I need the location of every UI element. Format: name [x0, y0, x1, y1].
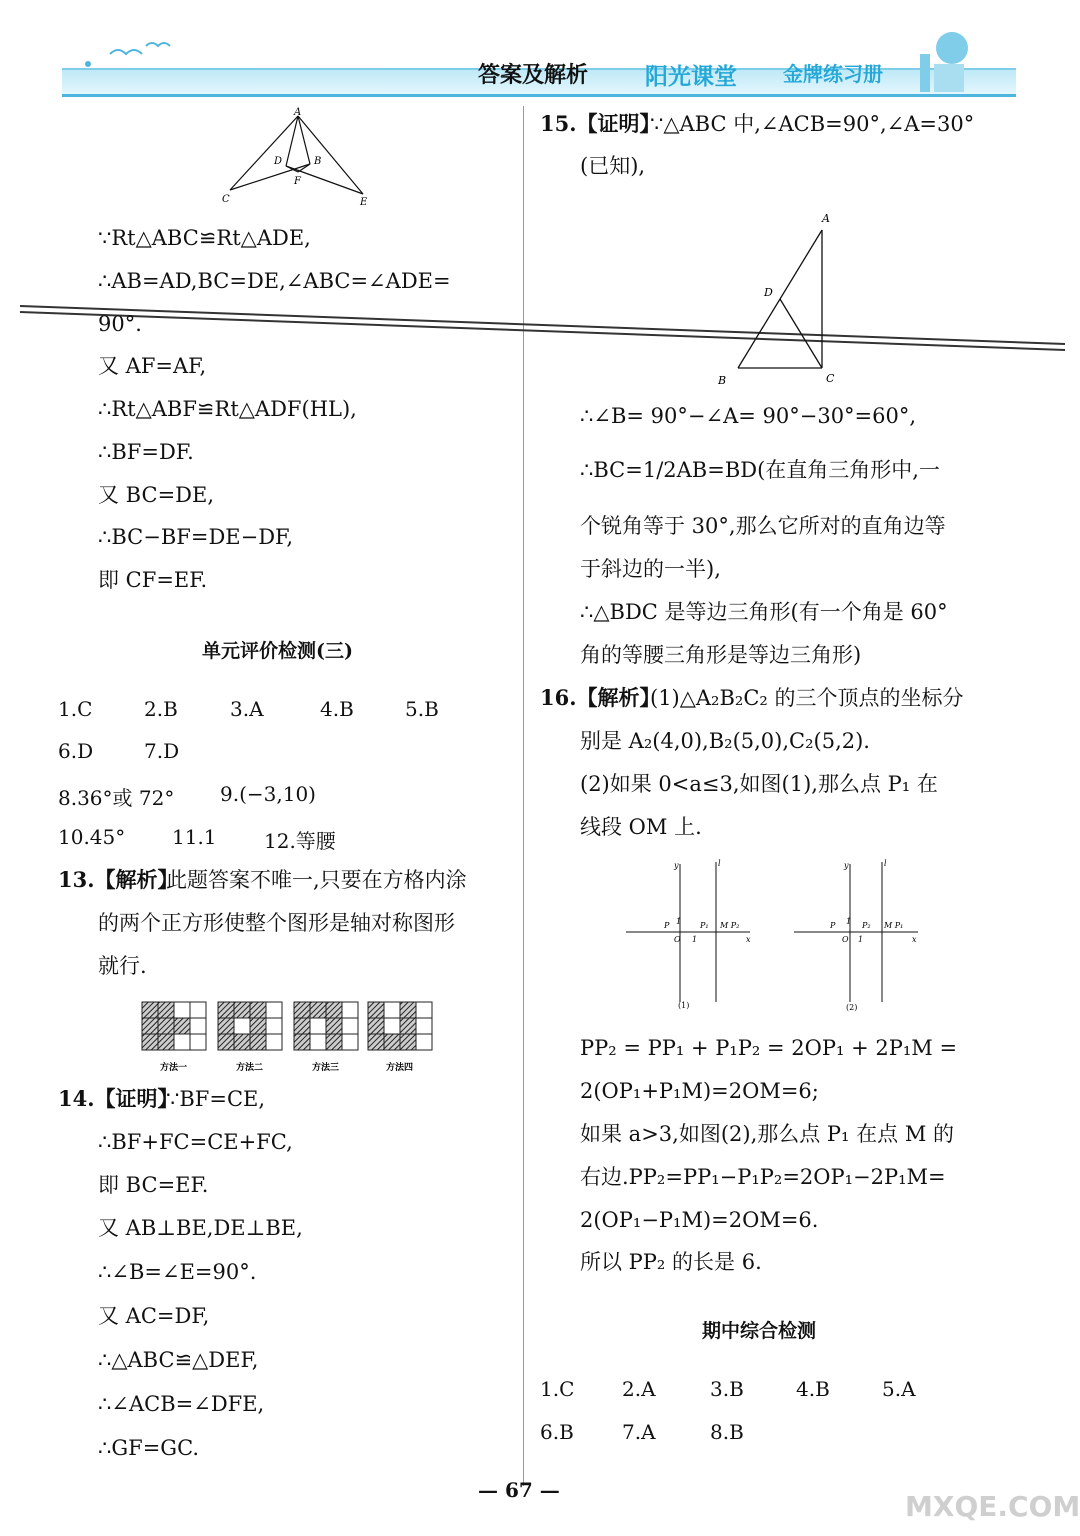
fig-label-b: B [314, 156, 322, 167]
answer: 10.45° [58, 825, 126, 849]
answer: 7.D [144, 739, 180, 763]
q16-line: 如果 a>3,如图(2),那么点 P₁ 在点 M 的 [580, 1122, 955, 1146]
q16-line: 2(OP₁+P₁M)=2OM=6; [580, 1079, 819, 1103]
answer: 3.A [230, 697, 264, 721]
scan-double-line [20, 300, 1065, 355]
fig1-p: P [664, 921, 670, 930]
q15-label-a: A [822, 212, 830, 225]
q15-line: ∴△BDC 是等边三角形(有一个角是 60° [580, 600, 948, 624]
q16-line: 线段 OM 上. [580, 815, 702, 839]
q14-label: 14.【证明】 [58, 1086, 179, 1111]
fig1-l: l [718, 859, 721, 868]
fig2-caption: (2) [846, 1003, 858, 1012]
fig1-mp2: M P₂ [720, 921, 740, 930]
midterm-title: 期中综合检测 [702, 1320, 817, 1342]
q13-label: 13.【解析】 [58, 867, 179, 892]
q14-line: ∴GF=GC. [98, 1436, 200, 1460]
answer: 9.(−3,10) [220, 782, 316, 806]
fig2-mp1: M P₁ [884, 921, 904, 930]
watermark: MXQE.COM [905, 1490, 1080, 1523]
fig2-1a: 1 [846, 917, 852, 926]
fig2-p: P [830, 921, 836, 930]
q14-line: ∴BF+FC=CE+FC, [98, 1130, 293, 1154]
q16-coordinate-figures [618, 856, 928, 1016]
proof-line: ∴AB=AD,BC=DE,∠ABC=∠ADE= [98, 269, 451, 293]
fig2-1b: 1 [858, 935, 864, 944]
answer: 3.B [710, 1377, 744, 1401]
fig-label-a: A [294, 107, 302, 118]
fig2-y: y [844, 861, 849, 870]
q14-line: ∴∠ACB=∠DFE, [98, 1392, 265, 1416]
q16-line: 2(OP₁−P₁M)=2OM=6. [580, 1208, 819, 1232]
q15-triangle-figure [710, 206, 840, 388]
proof-line: ∵Rt△ABC≌Rt△ADE, [98, 226, 311, 250]
q14-line: 即 BC=EF. [98, 1173, 209, 1197]
answer: 1.C [58, 697, 93, 721]
answer: 5.A [882, 1377, 916, 1401]
q15-line: ∵△ABC 中,∠ACB=90°,∠A=30° [650, 112, 975, 136]
fig1-o: O [674, 935, 681, 944]
q13-method-4: 方法四 [386, 1063, 414, 1073]
q15-label-b: B [718, 374, 727, 387]
q16-line: (1)△A₂B₂C₂ 的三个顶点的坐标分 [650, 686, 964, 710]
answer: 12.等腰 [264, 829, 336, 853]
proof-line: ∴BF=DF. [98, 440, 194, 464]
q14-line: 又 AB⊥BE,DE⊥BE, [98, 1216, 303, 1240]
q16-line: 别是 A₂(4,0),B₂(5,0),C₂(5,2). [580, 729, 870, 753]
proof-line: ∴BC−BF=DE−DF, [98, 525, 294, 549]
q15-label: 15.【证明】 [540, 111, 661, 136]
q15-label-d: D [764, 286, 773, 299]
answer: 7.A [622, 1420, 656, 1444]
q13-method-2: 方法二 [236, 1063, 264, 1073]
landmark-icon [900, 24, 980, 94]
triangle-figure-top-left [218, 106, 378, 206]
proof-line: 即 CF=EF. [98, 568, 208, 592]
q16-line: PP₂ = PP₁ + P₁P₂ = 2OP₁ + 2P₁M = [580, 1036, 958, 1060]
header-rule [62, 94, 1016, 97]
header-title-answers: 答案及解析 [478, 62, 589, 88]
answer: 2.B [144, 697, 178, 721]
q15-line: 角的等腰三角形是等边三角形) [580, 643, 862, 667]
fig2-l: l [884, 859, 887, 868]
proof-line: 90°. [98, 312, 142, 336]
fig2-p2: P₂ [862, 921, 871, 930]
q16-label: 16.【解析】 [540, 685, 661, 710]
fig1-p1: P₁ [700, 921, 709, 930]
unit-test-title: 单元评价检测(三) [202, 640, 353, 662]
q14-line: ∴△ABC≌△DEF, [98, 1348, 259, 1372]
proof-line: 又 BC=DE, [98, 483, 215, 507]
answer: 8.B [710, 1420, 744, 1444]
proof-line: 又 AF=AF, [98, 354, 207, 378]
fig1-1b: 1 [692, 935, 698, 944]
fig-label-c: C [222, 194, 230, 205]
fig1-caption: (1) [678, 1001, 690, 1010]
fig2-o: O [842, 935, 849, 944]
answer: 1.C [540, 1377, 575, 1401]
q14-line: 又 AC=DF, [98, 1304, 210, 1328]
q15-line: ∴∠B= 90°−∠A= 90°−30°=60°, [580, 404, 917, 428]
answer: 4.B [796, 1377, 830, 1401]
q14-line: ∴∠B=∠E=90°. [98, 1260, 257, 1284]
proof-line: ∴Rt△ABF≌Rt△ADF(HL), [98, 397, 357, 421]
q16-line: 右边.PP₂=PP₁−P₁P₂=2OP₁−2P₁M= [580, 1165, 946, 1189]
fig1-y: y [674, 861, 679, 870]
q16-line: 所以 PP₂ 的长是 6. [580, 1250, 762, 1274]
fig1-1a: 1 [676, 917, 682, 926]
q14-line: ∵BF=CE, [166, 1087, 266, 1111]
header-title-series: 金牌练习册 [783, 62, 883, 86]
q16-line: (2)如果 0<a≤3,如图(1),那么点 P₁ 在 [580, 772, 938, 796]
q13-method-3: 方法三 [312, 1063, 340, 1073]
q15-label-c: C [826, 372, 835, 385]
q15-line: ∴BC=1/2AB=BD(在直角三角形中,一 [580, 458, 940, 482]
q15-line: 于斜边的一半), [580, 557, 721, 581]
birds-icon [70, 36, 180, 76]
header-title-brand: 阳光课堂 [645, 63, 737, 90]
fig2-x: x [912, 935, 917, 944]
q13-line: 就行. [98, 954, 147, 978]
q15-line: (已知), [580, 154, 646, 178]
answer: 8.36°或 72° [58, 786, 175, 810]
page-number: — 67 — [478, 1478, 560, 1502]
answer: 4.B [320, 697, 354, 721]
fig-label-e: E [360, 197, 368, 206]
q15-line: 个锐角等于 30°,那么它所对的直角边等 [580, 514, 946, 538]
answer: 11.1 [172, 825, 217, 849]
answer: 2.A [622, 1377, 656, 1401]
answer: 6.B [540, 1420, 574, 1444]
fig1-x: x [746, 935, 751, 944]
fig-label-d: D [274, 156, 283, 167]
fig-label-f: F [294, 176, 301, 187]
q13-method-1: 方法一 [160, 1063, 188, 1073]
answer: 6.D [58, 739, 94, 763]
q13-grid-figures [140, 1000, 440, 1078]
q13-line: 此题答案不唯一,只要在方格内涂 [166, 868, 467, 892]
answer: 5.B [405, 697, 439, 721]
q13-line: 的两个正方形使整个图形是轴对称图形 [98, 911, 455, 935]
